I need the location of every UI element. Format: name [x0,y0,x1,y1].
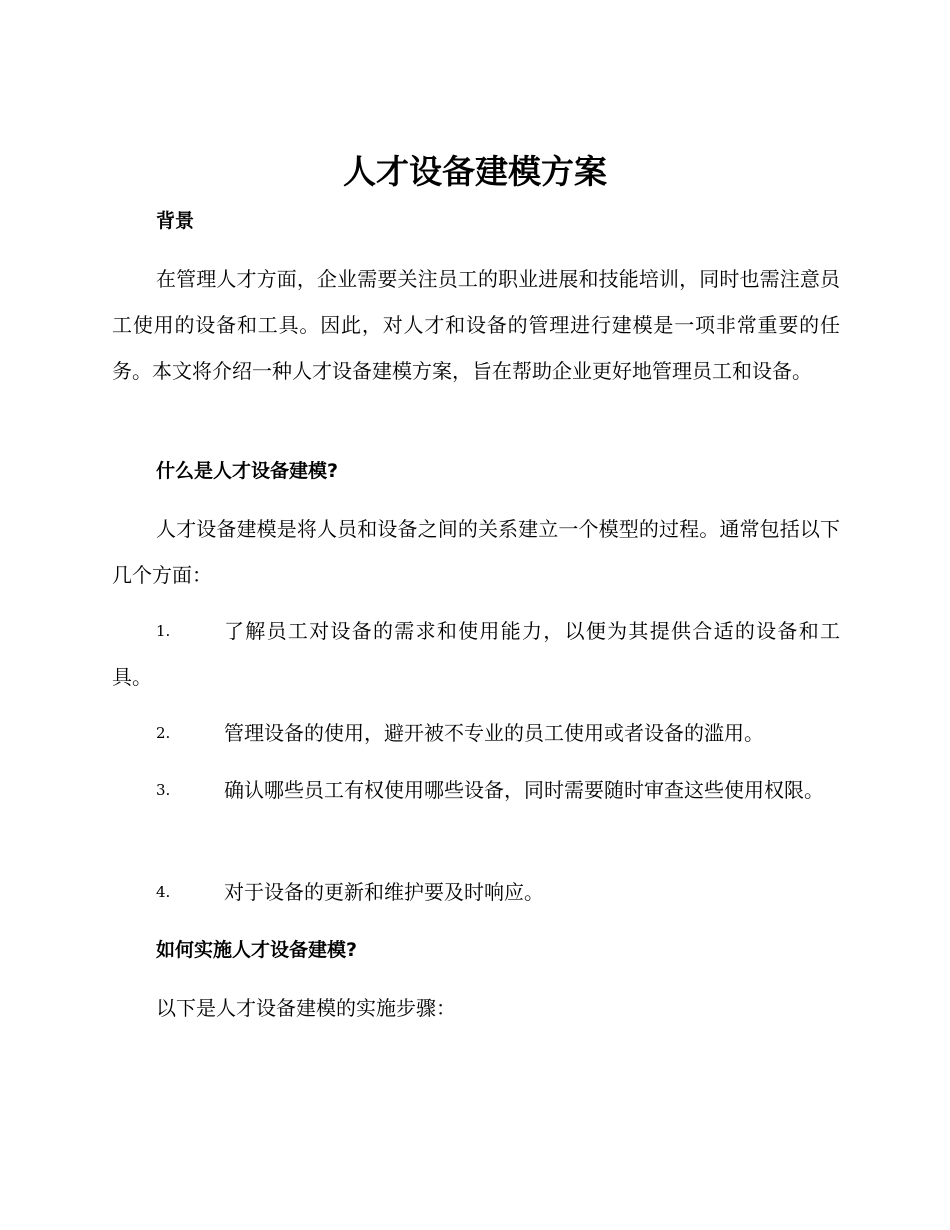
list-number-3: 3. [156,781,171,799]
document-title: 人才设备建模方案 [343,152,607,191]
list-item-1: 了解员工对设备的需求和使用能力，以便为其提供合适的设备和工具。 [112,619,840,689]
how-to-paragraph: 以下是人才设备建模的实施步骤： [156,996,456,1020]
section-heading-background: 背景 [156,210,195,232]
section-heading-how-to: 如何实施人才设备建模? [156,939,358,961]
section-heading-what-is: 什么是人才设备建模? [156,460,339,482]
list-item-3: 确认哪些员工有权使用哪些设备，同时需要随时审查这些使用权限。 [224,778,824,802]
what-is-paragraph: 人才设备建模是将人员和设备之间的关系建立一个模型的过程。通常包括以下几个方面： [112,517,840,587]
background-paragraph: 在管理人才方面，企业需要关注员工的职业进展和技能培训，同时也需注意员工使用的设备和工具。因此，对人才和设备的管理进行建模是一项非常重要的任务。本文将介绍一种人才设备建模方案，旨在帮助企业更好地管理员工和设备。 [112,267,840,383]
list-number-1: 1. [156,622,171,640]
list-item-2: 管理设备的使用，避开被不专业的员工使用或者设备的滥用。 [224,721,764,745]
list-item-4: 对于设备的更新和维护要及时响应。 [224,880,544,904]
list-number-4: 4. [156,883,171,901]
list-number-2: 2. [156,724,171,742]
